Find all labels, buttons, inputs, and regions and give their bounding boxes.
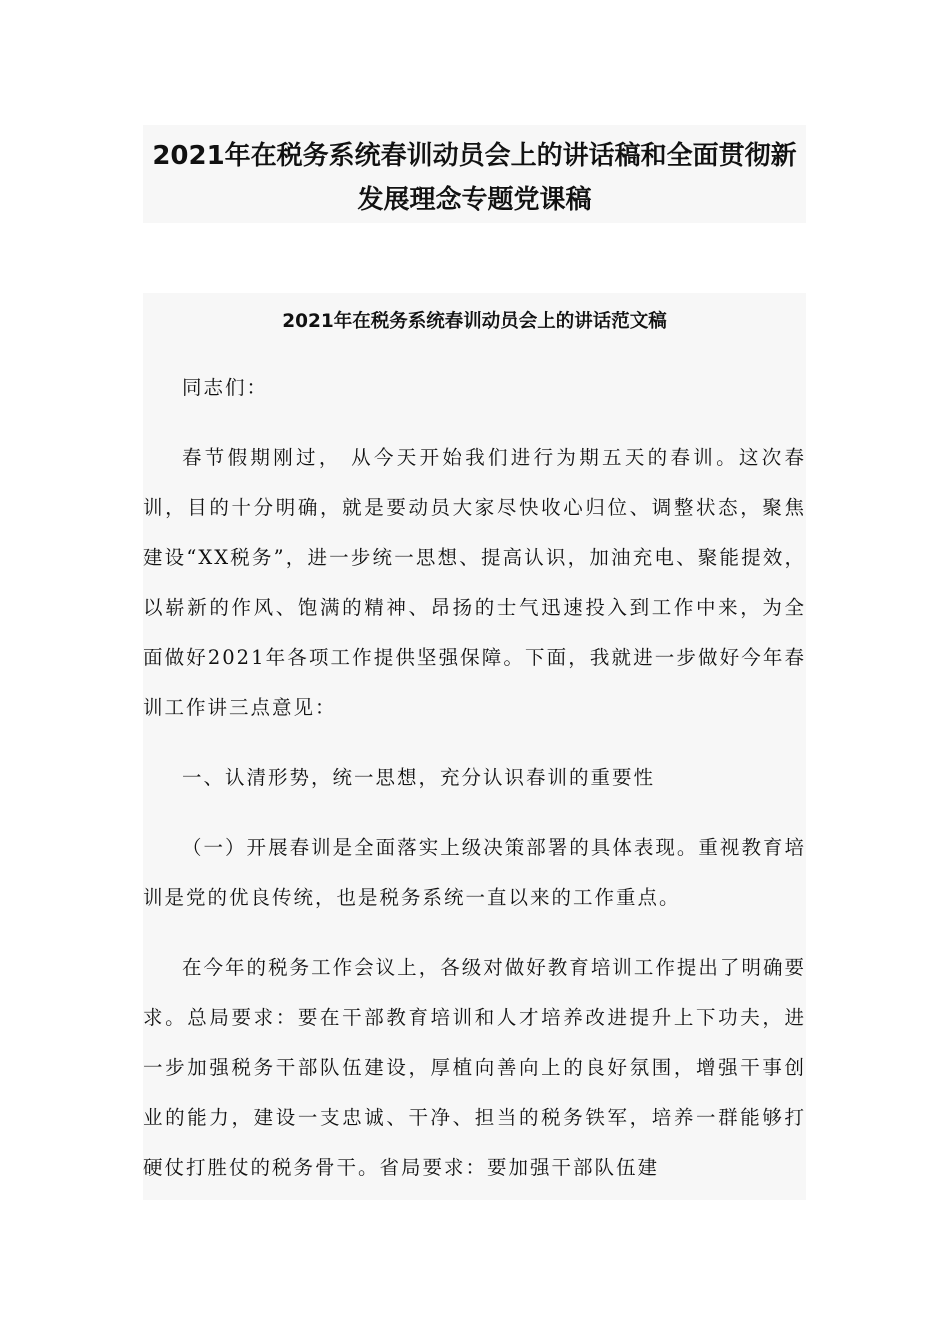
document-title-block [143,125,806,223]
speech-title: 2021年在税务系统春训动员会上的讲话范文稿 [282,311,667,332]
document-title: 2021年在税务系统春训动员会上的讲话稿和全面贯彻新发展理念专题党课稿 [152,141,797,215]
paragraph: （一）开展春训是全面落实上级决策部署的具体表现。重视教育培训是党的优良传统，也是税务系统一直以来的工作重点。 [143,836,806,909]
paragraph: 在今年的税务工作会议上，各级对做好教育培训工作提出了明确要求。总局要求：要在干部教育培训和人才培养改进提升上下功夫，进一步加强税务干部队伍建设，厚植向善向上的良好氛围，增强干事创业的能力，建设一支忠诚、干净、担当的税务铁军，培养一群能够打硬仗打胜仗的税务骨干。省局要求：要加强干部队伍建 [143,956,806,1179]
greeting: 同志们： [182,376,269,399]
paragraph: 春节假期刚过， 从今天开始我们进行为期五天的春训。这次春训，目的十分明确，就是要动员大家尽快收心归位、调整状态，聚焦建设“XX税务”，进一步统一思想、提高认识，加油充电、聚能提效，以崭新的作风、饱满的精神、昂扬的士气迅速投入到工作中来，为全面做好2021年各项工作提供坚强保障。下面，我就进一步做好今年春训工作讲三点意见： [143,446,806,719]
section-heading: 一、认清形势，统一思想，充分认识春训的重要性 [182,766,656,789]
document-body [143,293,806,1200]
